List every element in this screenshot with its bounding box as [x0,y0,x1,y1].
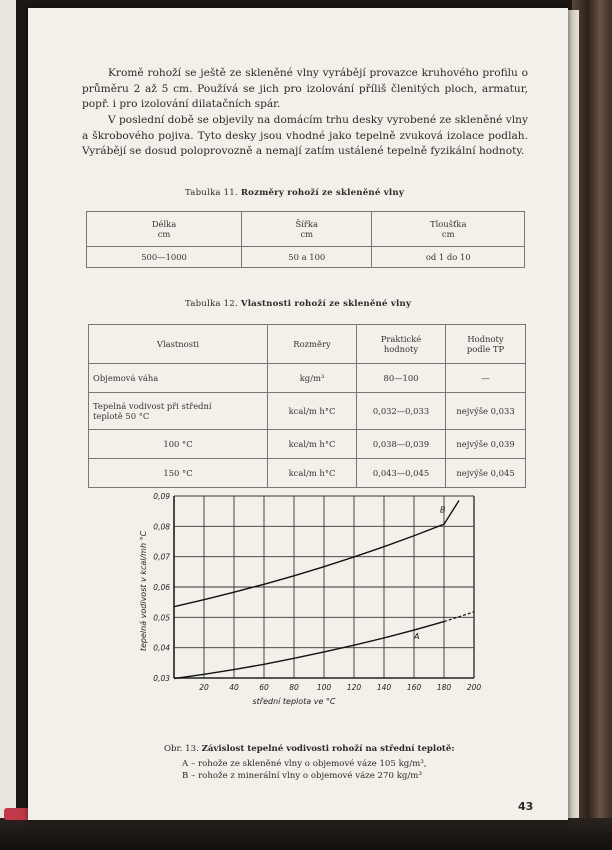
table-11 [86,211,525,268]
paragraph-1: Kromě rohoží se ještě ze skleněné vlny vyrábějí provazce kruhového profilu o průměru 2 až 5 cm. Používá se jich pro izolování příliš členitých ploch, armatur, popř. i pro izolování dilatačních spár. [82,67,528,110]
table-cell: Tepelná vodivost při střední teplotě 50 °C [89,393,268,430]
series-extrapolation-a [444,612,474,622]
table-cell: 100 °C [89,430,268,459]
figure-legend-b: B – rohože z minerální vlny o objemové váze 270 kg/m³ [182,771,422,781]
x-axis-label: střední teplota ve °C [252,697,336,706]
table-header-cell: Vlastnosti [89,325,268,364]
table-cell: 150 °C [89,459,268,488]
table-12-number: Tabulka 12. [185,299,238,309]
table-row [87,247,525,268]
x-tick-label: 60 [259,683,269,692]
table-11-number: Tabulka 11. [185,188,238,198]
figure-caption [164,744,455,754]
x-tick-label: 200 [466,683,482,692]
table-cell: kcal/m h°C [268,393,357,430]
table-cell: 500—1000 [87,247,242,268]
table-12-title: Vlastnosti rohoží ze skleněné vlny [240,299,412,309]
y-tick-label: 0,06 [153,583,170,592]
table-header-cell: Rozměry [268,325,357,364]
thermal-conductivity-chart [134,482,484,742]
x-tick-label: 160 [406,683,422,692]
table-header-row [89,325,526,364]
table-12-caption [185,299,411,309]
y-tick-label: 0,07 [153,552,170,562]
series-line-b [174,501,459,607]
table-12 [88,324,526,488]
table-header-cell: Tloušťka cm [372,212,525,247]
y-tick-label: 0,08 [153,522,170,532]
paragraph-2: V poslední době se objevily na domácím trhu desky vyrobené ze skleněné vlny a škrobového pojiva. Tyto desky jsou vhodné jako tepelně zvuková izolace podlah. Vyrábějí se dosud poloprovozně a nemají zatím ustálené tepelně fyzikální hodnoty. [82,114,528,157]
x-tick-label: 100 [316,683,332,692]
y-tick-label: 0,03 [153,674,170,683]
series-label-a: A [414,632,420,642]
figure-title: Závislost tepelné vodivosti rohoží na střední teplotě: [201,744,455,754]
y-axis-label: tepelná vodivost v kcal/mh °C [139,530,148,652]
table-header-cell: Hodnoty podle TP [446,325,526,364]
table-11-title: Rozměry rohoží ze skleněné vlny [240,188,405,198]
x-tick-label: 40 [229,683,239,692]
x-tick-label: 80 [289,683,299,692]
scan-background-left [0,0,16,850]
series-line-a [174,622,444,679]
table-cell: kcal/m h°C [268,430,357,459]
table-cell: 0,043—0,045 [357,459,446,488]
x-tick-label: 20 [199,683,209,692]
y-tick-label: 0,04 [153,643,170,653]
page-number: 43 [518,800,534,813]
table-header-row [87,212,525,247]
table-cell: kcal/m h°C [268,459,357,488]
table-cell: nejvýše 0,045 [446,459,526,488]
series-label-b: B [440,505,446,515]
figure-legend-a: A – rohože ze skleněné vlny o objemové váze 105 kg/m³, [182,759,427,769]
x-tick-label: 180 [436,683,452,692]
x-tick-label: 120 [346,683,362,692]
table-row [89,393,526,430]
scan-background-bottom [0,818,612,850]
table-cell: 0,032—0,033 [357,393,446,430]
x-tick-label: 140 [376,683,392,692]
table-header-cell: Délka cm [87,212,242,247]
table-cell: od 1 do 10 [372,247,525,268]
table-cell: 80—100 [357,364,446,393]
table-row [89,430,526,459]
table-header-cell: Šířka cm [242,212,372,247]
table-11-caption [185,188,404,198]
table-row [89,364,526,393]
figure-number: Obr. 13. [164,744,199,754]
table-cell: nejvýše 0,033 [446,393,526,430]
table-cell: kg/m³ [268,364,357,393]
table-header-cell: Praktické hodnoty [357,325,446,364]
table-cell: — [446,364,526,393]
table-cell: 50 a 100 [242,247,372,268]
y-tick-label: 0,05 [153,613,170,623]
table-cell: nejvýše 0,039 [446,430,526,459]
table-cell: Objemová váha [89,364,268,393]
table-cell: 0,038—0,039 [357,430,446,459]
y-tick-label: 0,09 [153,492,170,501]
